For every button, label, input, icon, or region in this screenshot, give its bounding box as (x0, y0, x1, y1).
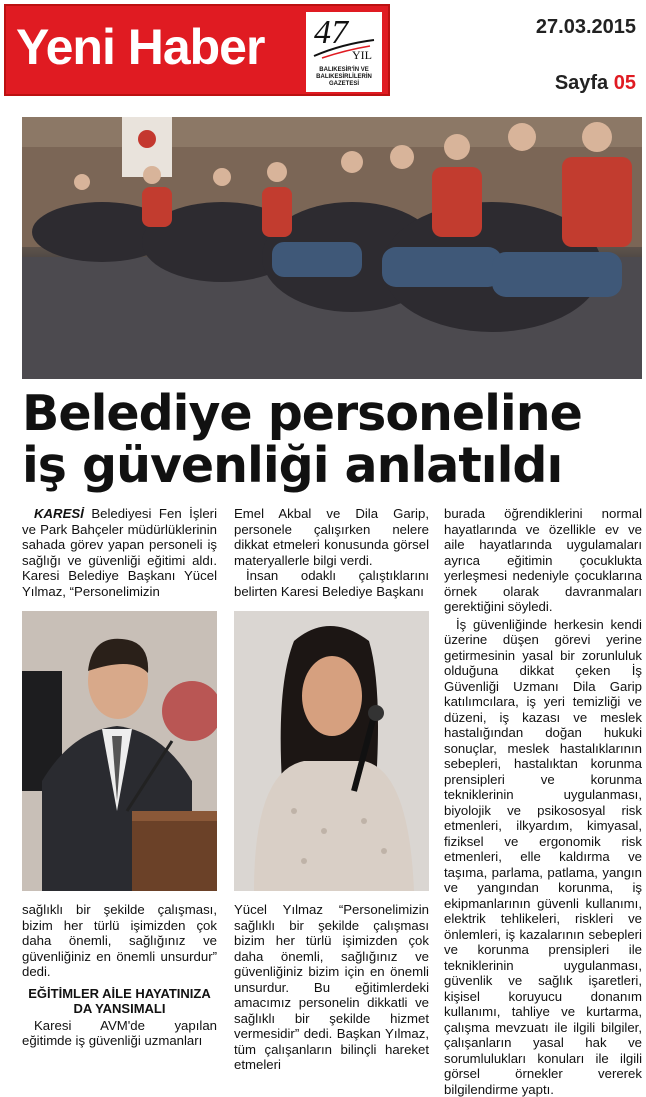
col2-paragraph-2: İnsan odaklı çalıştıklarını belirten Karesi Belediye Başkanı (234, 568, 429, 599)
anniversary-badge (306, 12, 382, 92)
lead-word: KARESİ (34, 506, 84, 521)
headline-line-2: iş güvenliği anlatıldı (22, 440, 642, 492)
headline-line-1: Belediye personeline (22, 388, 642, 440)
anniversary-year-label: YIL (352, 48, 372, 63)
article-column-1-top (22, 506, 217, 599)
masthead-logo (4, 4, 390, 96)
article-headline (22, 388, 642, 492)
article-column-2-top (234, 506, 429, 599)
article-column-2-bottom (234, 902, 429, 1073)
newspaper-tagline: BALIKESİR'İN VE BALIKESİRLİLERİN GAZETESİ (308, 67, 380, 88)
speaker-photo (234, 611, 429, 891)
article-column-3 (444, 506, 642, 1097)
article-column-1-bottom (22, 902, 217, 1049)
page-label: Sayfa (555, 72, 608, 94)
col2-paragraph-3: Yücel Yılmaz “Personelimizin sağlıklı bir şekilde çalışması bizim her türlü işimizden çok daha önemli, sağlığınız ve güvenliğiniz bizim için en önemli unsurdur. Bu eğitimlerdeki amacımız personelin dikkatli ve sağlıklı bir şekilde hizmet vermesidir” dedi. Başkan Yılmaz, tüm çalışanların bilinçli hareket etmeleri (234, 902, 429, 1073)
mayor-photo (22, 611, 217, 891)
speaker-at-podium-illustration (22, 611, 217, 891)
seated-audience-illustration (22, 117, 642, 379)
page-number-value: 05 (614, 72, 636, 94)
col1-paragraph-2: sağlıklı bir şekilde çalışması, bizim her türlü işimizden çok daha önemli, sağlığınız ve güvenliğiniz en önemli unsurdur” dedi. (22, 902, 217, 980)
issue-date: 27.03.2015 (536, 16, 636, 39)
anniversary-number: 47 (314, 14, 348, 52)
col3-paragraph-1: burada öğrendiklerini normal hayatlarında ve özellikle ev ve aile hayatlarında uygulamaları ayrıca eğitimin çocuklukta yerleşmesi nedeniyle çocuklarına örnek olarak davranmaları gerektiğini söyledi. (444, 506, 642, 615)
article-subheading: EĞİTİMLER AİLE HAYATINIZA DA YANSIMALI (22, 986, 217, 1016)
col1-paragraph-1: Belediyesi Fen İşleri ve Park Bahçeler müdürlüklerinin sahada görev yapan personeli iş sağlığı ve güvenliği eğitimi aldı. Karesi Belediye Başkanı Yücel Yılmaz, “Personelimizin (22, 506, 217, 599)
col2-paragraph-1: Emel Akbal ve Dila Garip, personele çalışırken nelere dikkat etmeleri konusunda görsel materyallerle bilgi verdi. (234, 506, 429, 568)
col1-paragraph-3: Karesi AVM'de yapılan eğitimde iş güvenliği uzmanları (22, 1018, 217, 1049)
woman-with-microphone-illustration (234, 611, 429, 891)
col3-paragraph-2: İş güvenliğinde herkesin kendi üzerine düşen görevi yerine getirmesinin yasal bir zorunluluk olduğuna dikkat çeken İş Güvenliği Uzmanı Dila Garip katılımcılara, iş yeri temizliği ve düzeni, iş kazası ve meslek hastalığından doğan hukuki sonuçlar, meslek hastalıklarının sebepleri, hastalıktan korunma prensipleri ve korunma tekniklerinin uygulanması, biyolojik ve psikososyal risk etmenleri, ilkyardım, kimyasal, fiziksel ve ergonomik risk etmenleri, elle kaldırma ve taşıma, parlama, patlama, yangın ve yangından korunma, iş ekipmanlarının güvenli kullanımı, elektrik tehlikeleri, riskleri ve önlemleri, iş kazalarının sebepleri ve korunma prensipleri ile tekniklerinin uygulanması, güvenlik ve sağlık işaretleri, kişisel koruyucu donanım kullanımı, tahliye ve kurtarma, çalışma mevzuatı ile ilgili bilgiler, çalışanların yasal hak ve sorumlulukları konuları ile ilgili görsel örnekler vererek bilgilendirme yaptı. (444, 617, 642, 1097)
main-photo (22, 117, 642, 379)
newspaper-name: Yeni Haber (16, 12, 264, 82)
page-number (555, 72, 636, 95)
